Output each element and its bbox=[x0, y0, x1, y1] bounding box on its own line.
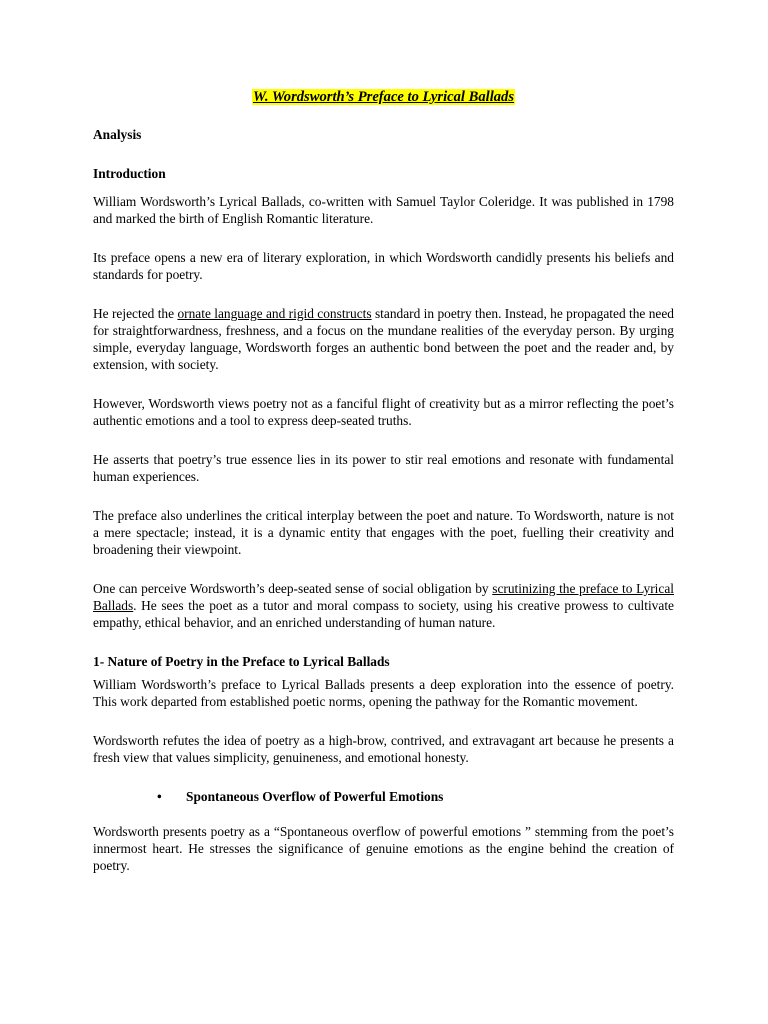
paragraph-9: Wordsworth refutes the idea of poetry as a high-brow, contrived, and extravagant art because he presents a fresh view that values simplicity, genuineness, and emotional honesty. bbox=[93, 733, 674, 765]
bullet-text: Spontaneous Overflow of Powerful Emotions bbox=[186, 789, 444, 804]
paragraph-7-rest: . He sees the poet as a tutor and moral compass to society, using his creative prowess to cultivate empathy, ethical behavior, and an enriched understanding of human nature. bbox=[93, 598, 674, 630]
document-title: W. Wordsworth’s Preface to Lyrical Ballads bbox=[252, 89, 515, 105]
heading-section-1: 1- Nature of Poetry in the Preface to Lyrical Ballads bbox=[93, 654, 390, 669]
link-ornate-language[interactable]: ornate language and rigid constructs bbox=[177, 306, 372, 321]
title-block bbox=[93, 88, 674, 106]
heading-analysis: Analysis bbox=[93, 127, 142, 142]
paragraph-7 bbox=[93, 580, 674, 631]
paragraph-2: Its preface opens a new era of literary exploration, in which Wordsworth candidly presents his beliefs and standards for poetry. bbox=[93, 250, 674, 282]
paragraph-7-lead: One can perceive Wordsworth’s deep-seated sense of social obligation by bbox=[93, 581, 493, 596]
link-scrutinizing-preface[interactable]: scrutinizing the preface to Lyrical Ballads bbox=[93, 581, 675, 613]
paragraph-8: William Wordsworth’s preface to Lyrical Ballads presents a deep exploration into the essence of poetry. This work departed from established poetic norms, opening the pathway for the Romantic movement. bbox=[93, 677, 674, 709]
bullet-item bbox=[93, 788, 674, 805]
bullet-icon: • bbox=[157, 789, 162, 804]
paragraph-3-rest: standard in poetry then. Instead, he propagated the need for straightforwardness, freshness, and a focus on the mundane realities of the everyday person. By urging simple, everyday language, Wordsworth forges an authentic bond between the poet and the reader and, by extension, with society. bbox=[93, 306, 675, 372]
paragraph-3 bbox=[93, 305, 674, 373]
paragraph-3-lead: He rejected the bbox=[93, 306, 178, 321]
paragraph-5: He asserts that poetry’s true essence lies in its power to stir real emotions and resonate with fundamental human experiences. bbox=[93, 452, 674, 484]
paragraph-6: The preface also underlines the critical interplay between the poet and nature. To Wordsworth, nature is not a mere spectacle; instead, it is a dynamic entity that engages with the poet, fuelling their creativity and broadening their viewpoint. bbox=[93, 508, 674, 557]
heading-introduction: Introduction bbox=[93, 166, 166, 181]
paragraph-1: William Wordsworth’s Lyrical Ballads, co-written with Samuel Taylor Coleridge. It was published in 1798 and marked the birth of English Romantic literature. bbox=[93, 194, 674, 226]
paragraph-4: However, Wordsworth views poetry not as a fanciful flight of creativity but as a mirror reflecting the poet’s authentic emotions and a tool to express deep-seated truths. bbox=[93, 396, 674, 428]
paragraph-10: Wordsworth presents poetry as a “Spontaneous overflow of powerful emotions ” stemming from the poet’s innermost heart. He stresses the significance of genuine emotions as the engine behind the creation of poetry. bbox=[93, 824, 674, 873]
